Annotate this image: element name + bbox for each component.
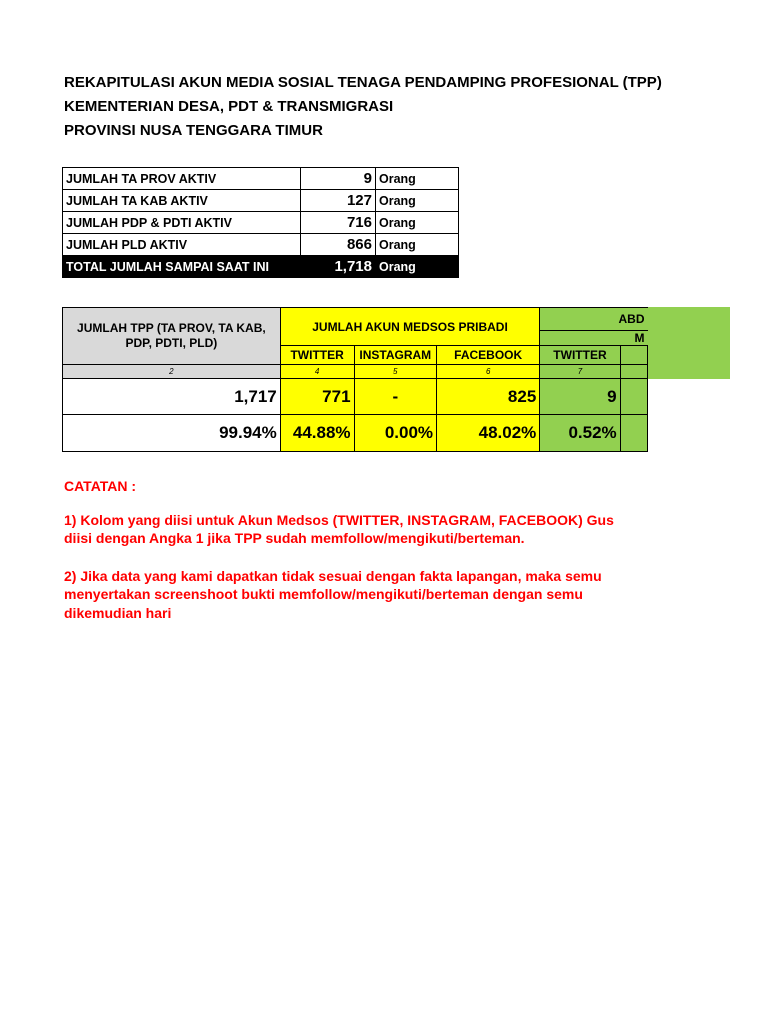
header-facebook: FACEBOOK [437,346,540,365]
summary-total-value: 1,718 [301,256,376,278]
summary-row [63,234,459,256]
summary-total-label: TOTAL JUMLAH SAMPAI SAAT INI [63,256,301,278]
header-instagram: INSTAGRAM [354,346,437,365]
summary-unit: Orang [376,234,459,256]
index-cell-blank [620,365,647,379]
note-1-line-2: diisi dengan Angka 1 jika TPP sudah memfollow/mengikuti/berteman. [64,530,525,546]
count-facebook: 825 [437,379,540,415]
summary-row [63,190,459,212]
summary-unit: Orang [376,190,459,212]
summary-label: JUMLAH TA KAB AKTIV [63,190,301,212]
summary-value: 9 [301,168,376,190]
header-jumlah-tpp: JUMLAH TPP (TA PROV, TA KAB, PDP, PDTI, PLD) [63,308,281,365]
pct-facebook: 48.02% [437,415,540,452]
header-akun-pribadi: JUMLAH AKUN MEDSOS PRIBADI [280,308,540,346]
header-m: M [540,331,648,346]
count-twitter-abd: 9 [540,379,620,415]
title-line-1: REKAPITULASI AKUN MEDIA SOSIAL TENAGA PENDAMPING PROFESIONAL (TPP) [64,74,662,91]
main-table-viewport [62,307,648,457]
index-cell: 4 [280,365,354,379]
summary-unit: Orang [376,168,459,190]
summary-row [63,168,459,190]
green-header-extension [648,307,730,379]
header-twitter-abd: TWITTER [540,346,620,365]
title-line-3: PROVINSI NUSA TENGGARA TIMUR [64,122,323,139]
pct-blank [620,415,647,452]
header-twitter: TWITTER [280,346,354,365]
summary-total-row [63,256,459,278]
medsos-table [62,307,648,452]
summary-value: 127 [301,190,376,212]
summary-label: JUMLAH PDP & PDTI AKTIV [63,212,301,234]
note-1-line-1: 1) Kolom yang diisi untuk Akun Medsos (TWITTER, INSTAGRAM, FACEBOOK) Gus [64,512,614,528]
count-total-tpp: 1,717 [63,379,281,415]
index-cell: 5 [354,365,437,379]
summary-label: JUMLAH PLD AKTIV [63,234,301,256]
count-blank [620,379,647,415]
notes-section [64,478,648,638]
header-abd: ABD [540,308,648,331]
summary-row [63,212,459,234]
index-cell: 7 [540,365,620,379]
index-cell: 6 [437,365,540,379]
pct-instagram: 0.00% [354,415,437,452]
note-2-line-3: dikemudian hari [64,605,172,621]
header-blank [620,346,647,365]
note-2-line-1: 2) Jika data yang kami dapatkan tidak sesuai dengan fakta lapangan, maka semu [64,568,602,584]
summary-total-unit: Orang [376,256,459,278]
pct-total-tpp: 99.94% [63,415,281,452]
pct-twitter: 44.88% [280,415,354,452]
summary-value: 716 [301,212,376,234]
summary-value: 866 [301,234,376,256]
pct-twitter-abd: 0.52% [540,415,620,452]
count-instagram: - [354,379,437,415]
notes-heading: CATATAN : [64,478,137,494]
title-line-2: KEMENTERIAN DESA, PDT & TRANSMIGRASI [64,98,394,115]
summary-table [62,167,459,278]
count-twitter: 771 [280,379,354,415]
summary-unit: Orang [376,212,459,234]
note-2-line-2: menyertakan screenshoot bukti memfollow/mengikuti/berteman dengan semu [64,586,583,602]
index-cell: 2 [63,365,281,379]
summary-label: JUMLAH TA PROV AKTIV [63,168,301,190]
